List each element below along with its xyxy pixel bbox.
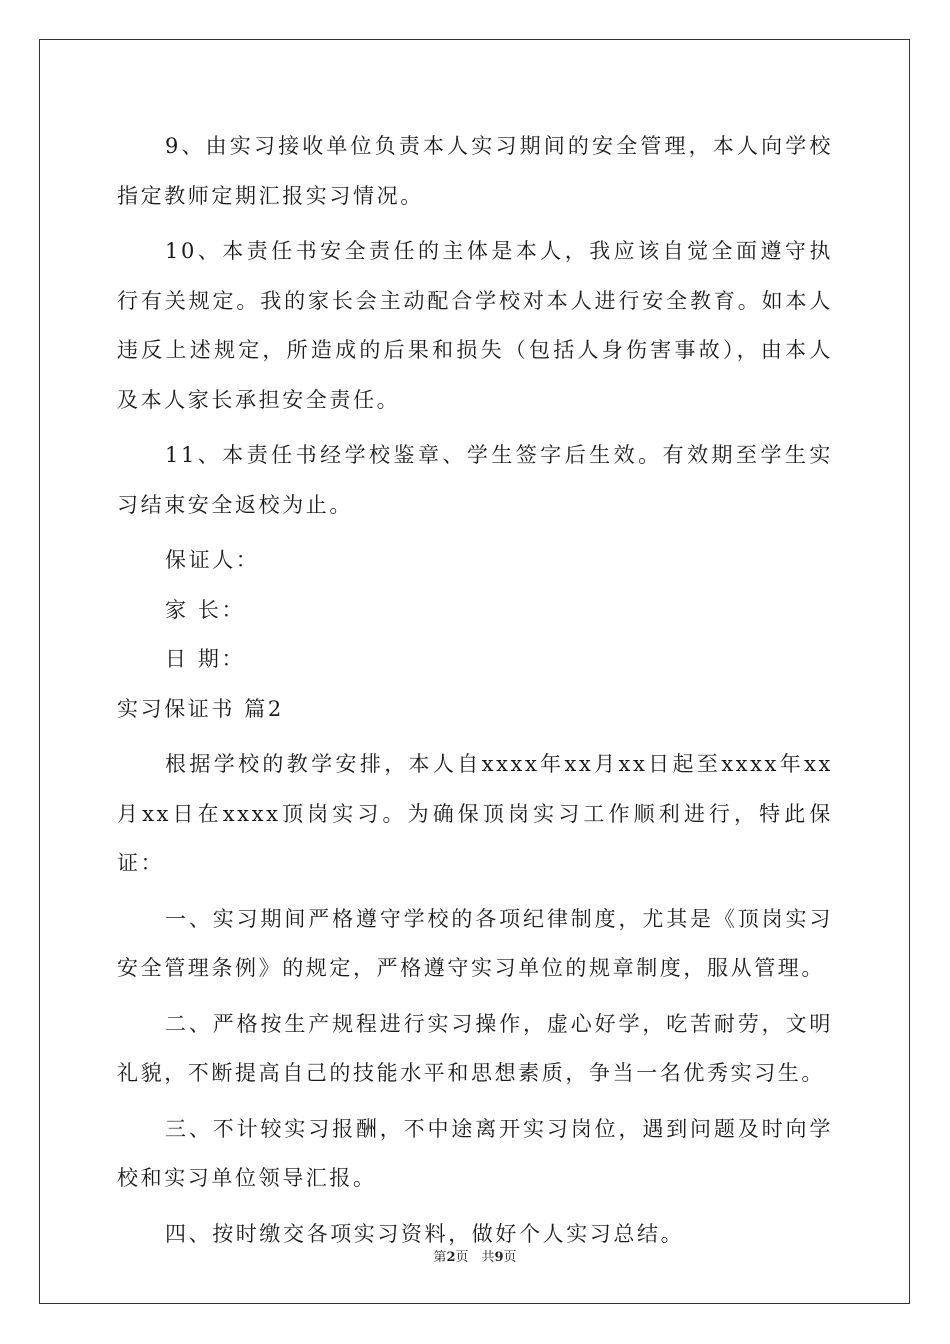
paragraph-clause-2: 二、严格按生产规程进行实习操作，虚心好学，吃苦耐劳，文明礼貌，不断提高自己的技能水平和思想素质，争当一名优秀实习生。	[117, 1011, 833, 1085]
signature-guarantor: 保证人：	[165, 548, 260, 572]
document-body	[117, 122, 833, 1265]
paragraph-item-9: 9、由实习接收单位负责本人实习期间的安全管理，本人向学校指定教师定期汇报实习情况。	[117, 134, 833, 208]
paragraph-intro: 根据学校的教学安排，本人自xxxx年xx月xx日起至xxxx年xx月xx日在xxxx顶岗实习。为确保顶岗实习工作顺利进行，特此保证：	[117, 752, 833, 875]
page-total: 9	[494, 1250, 504, 1265]
paragraph-clause-4: 四、按时缴交各项实习资料，做好个人实习总结。	[165, 1221, 685, 1246]
signature-parent: 家 长：	[165, 597, 246, 622]
page-current: 2	[446, 1250, 456, 1265]
paragraph-item-10: 10、本责任书安全责任的主体是本人，我应该自觉全面遵守执行有关规定。我的家长会主动配合学校对本人进行安全教育。如本人违反上述规定，所造成的后果和损失（包括人身伤害事故），由本人及本人家长承担安全责任。	[117, 239, 833, 412]
page-footer	[0, 1246, 950, 1265]
signature-date: 日 期：	[165, 647, 246, 671]
paragraph-clause-3: 三、不计较实习报酬，不中途离开实习岗位，遇到问题及时向学校和实习单位领导汇报。	[117, 1116, 833, 1190]
page-suffix: 页	[503, 1250, 517, 1265]
section-heading: 实习保证书 篇2	[117, 696, 284, 721]
page-mid: 页 共	[455, 1250, 495, 1265]
paragraph-clause-1: 一、实习期间严格遵守学校的各项纪律制度，尤其是《顶岗实习安全管理条例》的规定，严格遵守实习单位的规章制度，服从管理。	[117, 906, 833, 980]
paragraph-item-11: 11、本责任书经学校鉴章、学生签字后生效。有效期至学生实习结束安全返校为止。	[117, 443, 833, 517]
page-prefix: 第	[433, 1250, 447, 1265]
